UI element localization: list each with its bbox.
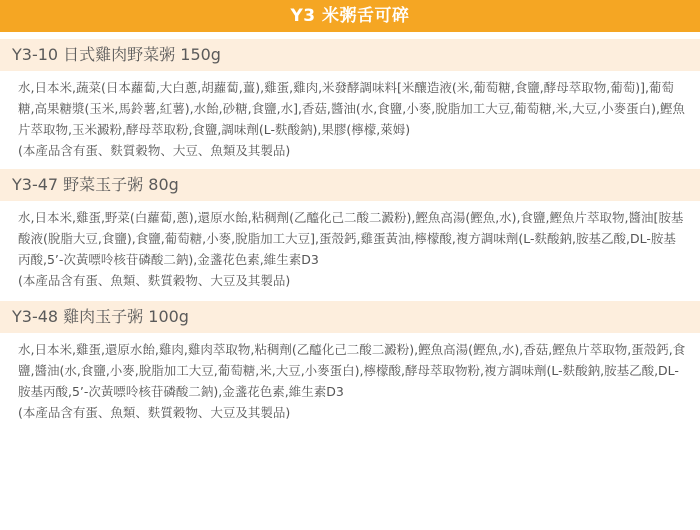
ingredients-text: 水,日本米,蔬菜(日本蘿蔔,大白蔥,胡蘿蔔,薑),雞蛋,雞肉,米發酵調味料[米釀造液(米,葡萄糖,食鹽,酵母萃取物,葡萄)],葡萄糖,高果糖漿(玉米,馬鈴薯,紅薯),水飴,砂糖,食鹽,水],香菇,醬油(水,食鹽,小麥,脫脂加工大豆,葡萄糖,米,大豆,小麥蛋白),鰹魚片萃取物,玉米澱粉,酵母萃取粉,食鹽,調味劑(L-麩酸鈉),果膠(檸檬,萊姆) — [18, 80, 685, 137]
product-title: Y3-10 日式雞肉野菜粥 150g — [0, 39, 700, 71]
ingredients-text: 水,日本米,雞蛋,還原水飴,雞肉,雞肉萃取物,粘稠劑(乙醯化己二酸二澱粉),鰹魚高湯(鰹魚,水),香菇,鰹魚片萃取物,蛋殼鈣,食鹽,醬油(水,食鹽,小麥,脫脂加工大豆,葡萄糖,米,大豆,小麥蛋白),檸檬酸,酵母萃取物粉,複方調味劑(L-麩酸鈉,胺基乙酸,DL-胺基丙酸,5’-次黃嘌呤核苷磷酸二鈉),金盞花色素,維生素D3 — [18, 342, 686, 399]
allergen-note: (本產品含有蛋、魚類、麩質穀物、大豆及其製品) — [18, 273, 291, 288]
allergen-note: (本產品含有蛋、麩質穀物、大豆、魚類及其製品) — [18, 143, 291, 158]
allergen-note: (本產品含有蛋、魚類、麩質穀物、大豆及其製品) — [18, 405, 291, 420]
product-title: Y3-47 野菜玉子粥 80g — [0, 169, 700, 201]
page-banner — [0, 0, 700, 32]
product-section — [0, 301, 700, 423]
page-title: Y3 米粥舌可碎 — [290, 6, 410, 26]
ingredients-text: 水,日本米,雞蛋,野菜(白蘿蔔,蔥),還原水飴,粘稠劑(乙醯化己二酸二澱粉),鰹魚高湯(鰹魚,水),食鹽,鰹魚片萃取物,醬油[胺基酸液(脫脂大豆,食鹽),食鹽,葡萄糖,小麥,脫脂加工大豆],蛋殼鈣,雞蛋黃油,檸檬酸,複方調味劑(L-麩酸鈉,胺基乙酸,DL-胺基丙酸,5’-次黃嘌呤核苷磷酸二鈉),金盞花色素,維生素D3 — [18, 210, 684, 267]
product-section — [0, 169, 700, 291]
product-section — [0, 39, 700, 161]
product-title: Y3-48 雞肉玉子粥 100g — [0, 301, 700, 333]
